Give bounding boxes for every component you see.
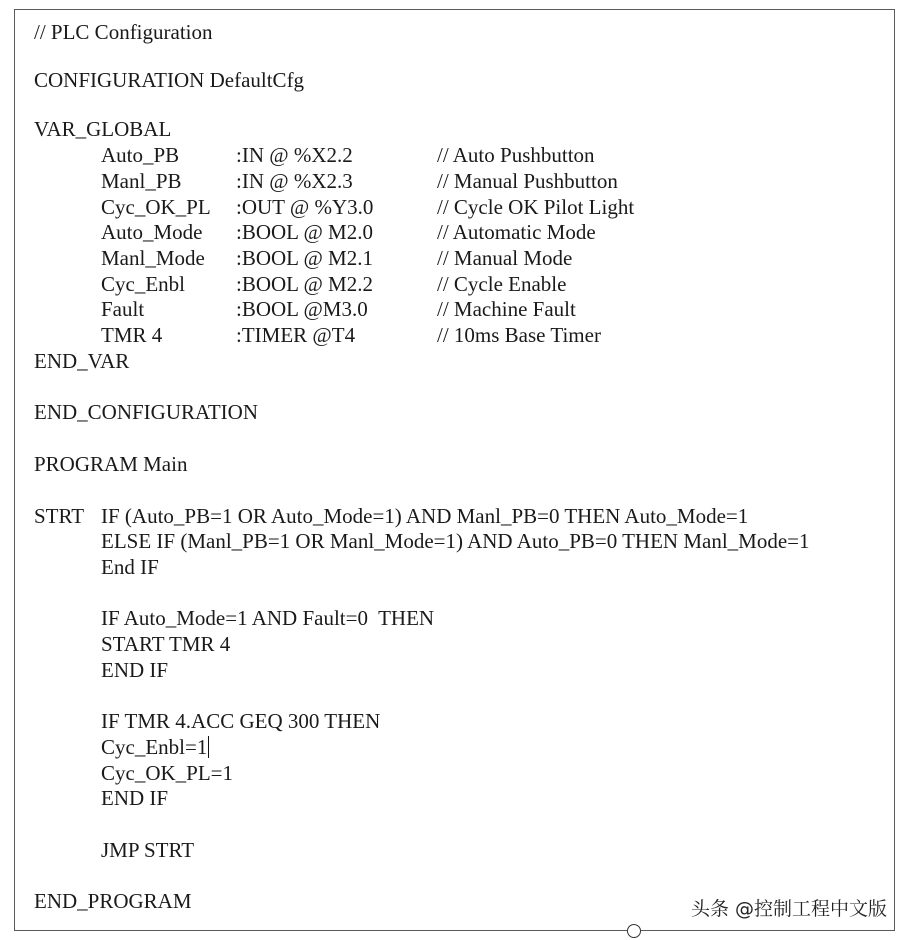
var-name: Auto_Mode	[101, 220, 203, 244]
var-decl: :OUT @ %Y3.0	[236, 195, 374, 219]
end-program-line: END_PROGRAM	[34, 889, 192, 913]
resize-handle-icon[interactable]	[627, 924, 641, 938]
var-decl: :BOOL @M3.0	[236, 297, 368, 321]
text-cursor	[208, 736, 209, 758]
var-name: Auto_PB	[101, 143, 180, 167]
code-line: ELSE IF (Manl_PB=1 OR Manl_Mode=1) AND Auto_PB=0 THEN Manl_Mode=1	[101, 529, 810, 553]
code-line: IF Auto_Mode=1 AND Fault=0 THEN	[101, 606, 435, 630]
strt-label: STRT	[34, 504, 85, 528]
end-configuration-line: END_CONFIGURATION	[34, 400, 258, 424]
code-line: JMP STRT	[101, 838, 195, 862]
var-decl: :IN @ %X2.3	[236, 169, 353, 193]
var-name: TMR 4	[101, 323, 163, 347]
configuration-line: CONFIGURATION DefaultCfg	[34, 68, 305, 92]
code-line: IF TMR 4.ACC GEQ 300 THEN	[101, 709, 381, 733]
code-line: Cyc_OK_PL=1	[101, 761, 234, 785]
code-line: END IF	[101, 786, 169, 810]
var-name: Cyc_Enbl	[101, 272, 185, 296]
code-line-with-cursor[interactable]	[101, 734, 209, 760]
var-comment: // Manual Mode	[437, 246, 573, 270]
var-decl: :BOOL @ M2.0	[236, 220, 373, 244]
var-name: Manl_PB	[101, 169, 182, 193]
var-comment: // Cycle Enable	[437, 272, 567, 296]
code-line: End IF	[101, 555, 159, 579]
var-comment: // Auto Pushbutton	[437, 143, 595, 167]
code-line: START TMR 4	[101, 632, 231, 656]
program-line: PROGRAM Main	[34, 452, 188, 476]
watermark-text: 头条 @控制工程中文版	[690, 898, 887, 920]
var-comment: // Cycle OK Pilot Light	[437, 195, 635, 219]
var-comment: // Manual Pushbutton	[437, 169, 618, 193]
var-comment: // Automatic Mode	[437, 220, 596, 244]
end-var-line: END_VAR	[34, 349, 130, 373]
code-text: Cyc_Enbl=1	[101, 735, 208, 759]
var-decl: :BOOL @ M2.1	[236, 246, 373, 270]
var-name: Manl_Mode	[101, 246, 205, 270]
var-global-line: VAR_GLOBAL	[34, 117, 172, 141]
var-decl: :TIMER @T4	[236, 323, 356, 347]
var-name: Fault	[101, 297, 145, 321]
code-line: IF (Auto_PB=1 OR Auto_Mode=1) AND Manl_PB=0 THEN Auto_Mode=1	[101, 504, 749, 528]
var-name: Cyc_OK_PL	[101, 195, 211, 219]
var-decl: :IN @ %X2.2	[236, 143, 353, 167]
var-comment: // Machine Fault	[437, 297, 576, 321]
var-comment: // 10ms Base Timer	[437, 323, 601, 347]
code-line: END IF	[101, 658, 169, 682]
var-decl: :BOOL @ M2.2	[236, 272, 373, 296]
config-comment: // PLC Configuration	[34, 20, 213, 44]
